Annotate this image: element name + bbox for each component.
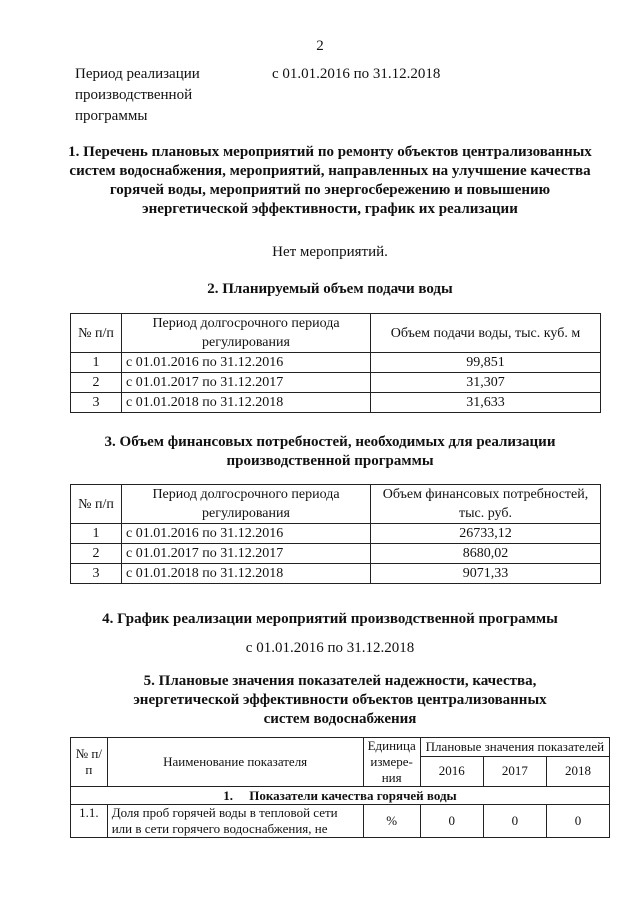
group-title [71, 787, 610, 805]
table-row [71, 393, 601, 413]
row-value: 9071,33 [371, 564, 601, 584]
col-name-header: Наименование показателя [107, 738, 363, 787]
col-no-header: № п/п [71, 314, 122, 353]
row-value: 31,307 [371, 373, 601, 393]
water-supply-table [70, 313, 601, 413]
table-row [71, 373, 601, 393]
period-label: Период реализации производственной программы [75, 66, 200, 124]
table-row [71, 524, 601, 544]
table-row [71, 564, 601, 584]
table-row [71, 544, 601, 564]
col-year-2017: 2017 [483, 756, 546, 787]
col-no-header: № п/п [71, 485, 122, 524]
row-period: с 01.01.2018 по 31.12.2018 [122, 564, 371, 584]
row-value-2018: 0 [546, 805, 609, 838]
row-unit: % [363, 805, 420, 838]
row-period: с 01.01.2016 по 31.12.2016 [122, 353, 371, 373]
row-period: с 01.01.2016 по 31.12.2016 [122, 524, 371, 544]
col-value-header: Объем финансовых потребностей, тыс. руб. [371, 485, 601, 524]
row-value-2017: 0 [483, 805, 546, 838]
row-no: 1 [71, 353, 122, 373]
row-period: с 01.01.2017 по 31.12.2017 [122, 373, 371, 393]
section1-title: 1. Перечень плановых мероприятий по ремонту объектов централизованных систем водоснабжения, мероприятий, направленных на улучшение качества горячей воды, мероприятий по энергосбережению и повышению энергетической эффективности, график их реализации [68, 144, 592, 217]
indicators-table [70, 737, 610, 838]
table-row [71, 353, 601, 373]
col-year-2016: 2016 [420, 756, 483, 787]
group-title-text: Показатели качества горячей воды [249, 787, 457, 803]
col-no-header: № п/п [71, 738, 108, 787]
section3-title: 3. Объем финансовых потребностей, необходимых для реализации производственной программы [104, 434, 556, 469]
row-no: 2 [71, 373, 122, 393]
section2-title: 2. Планируемый объем подачи воды [207, 281, 453, 297]
row-no: 1.1. [71, 805, 108, 838]
section4-title: 4. График реализации мероприятий производственной программы [102, 611, 558, 627]
row-value-2016: 0 [420, 805, 483, 838]
col-unit-header: Единица измере- ния [363, 738, 420, 787]
row-no: 1 [71, 524, 122, 544]
page-number: 2 [316, 38, 324, 54]
financial-needs-table [70, 484, 601, 584]
section5-title: 5. Плановые значения показателей надежности, качества, энергетической эффективности объектов централизованных систем водоснабжения [133, 673, 547, 727]
group-row [71, 787, 610, 805]
row-value: 99,851 [371, 353, 601, 373]
col-period-header: Период долгосрочного периода регулирования [122, 314, 371, 353]
row-no: 2 [71, 544, 122, 564]
col-planned-header: Плановые значения показателей [420, 738, 609, 757]
group-no: 1. [223, 787, 234, 803]
section4-period: с 01.01.2016 по 31.12.2018 [245, 640, 415, 656]
col-value-header: Объем подачи воды, тыс. куб. м [371, 314, 601, 353]
row-value: 8680,02 [371, 544, 601, 564]
section1-note: Нет мероприятий. [272, 244, 388, 260]
table-row [71, 805, 610, 838]
row-no: 3 [71, 393, 122, 413]
row-period: с 01.01.2017 по 31.12.2017 [122, 544, 371, 564]
row-value: 31,633 [371, 393, 601, 413]
row-no: 3 [71, 564, 122, 584]
period-value: с 01.01.2016 по 31.12.2018 [272, 66, 441, 82]
col-year-2018: 2018 [546, 756, 609, 787]
col-period-header: Период долгосрочного периода регулирования [122, 485, 371, 524]
row-name: Доля проб горячей воды в тепловой сети или в сети горячего водоснабжения, не [107, 805, 363, 838]
row-period: с 01.01.2018 по 31.12.2018 [122, 393, 371, 413]
row-value: 26733,12 [371, 524, 601, 544]
